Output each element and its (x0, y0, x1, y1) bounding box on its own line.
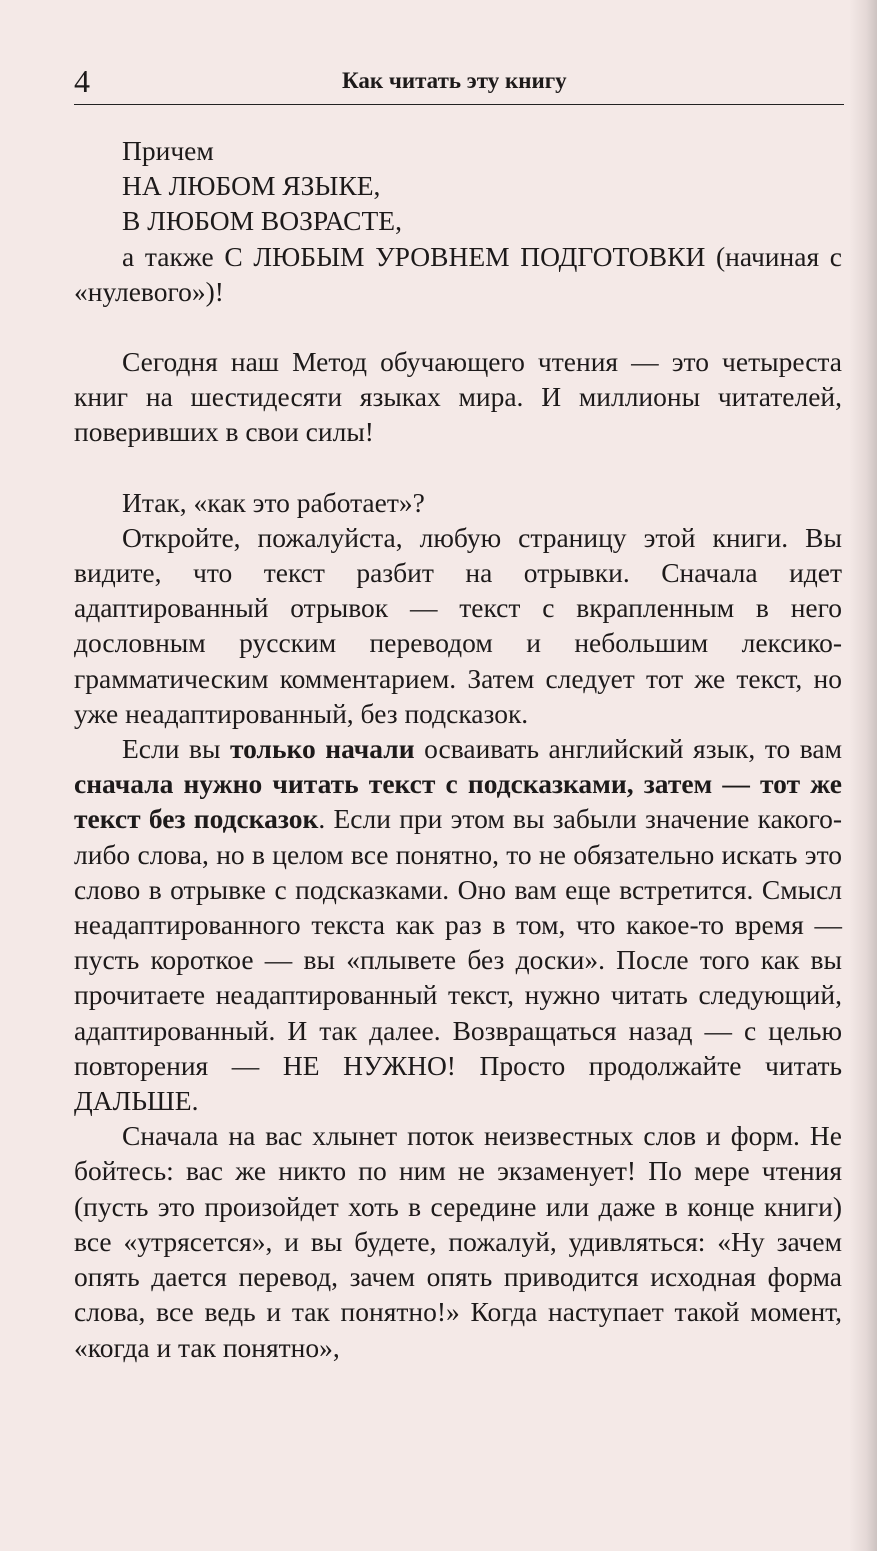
beginner-text-3: . Если при этом вы забыли значение какого-либо слова, но в целом все понятно, то не обязательно искать это слово в отрывке с подсказками. Оно вам еще встретится. Смысл неадаптированного текста как раз в том, что какое-то время — пусть короткое — вы «плывете без доски». После того как вы прочитаете неадаптированный текст, нужно читать следующий, адаптированный. И так далее. Возвращаться назад — с целью повторения — НЕ НУЖНО! Просто продолжайте читать ДАЛЬШЕ. (74, 803, 842, 1117)
running-title: Как читать эту книгу (342, 68, 567, 93)
paragraph-method: Сегодня наш Метод обучающего чтения — это четыреста книг на шестидесяти языках мира. И миллионы читателей, поверивших в свои силы! (74, 346, 842, 448)
body-text (74, 133, 842, 1365)
beginner-bold-1: только начали (230, 733, 415, 765)
opening-line-3: В ЛЮБОМ ВОЗРАСТЕ, (122, 205, 402, 237)
paragraph-flood: Сначала на вас хлынет поток неизвестных слов и форм. Не бойтесь: вас же никто по ним не экзаменует! По мере чтения (пусть это произойдет хоть в середине или даже в конце книги) все «утрясется», и вы будете, пожалуй, удивляться: «Ну зачем опять дается перевод, зачем опять приводится исходная форма слова, все ведь и так понятно!» Когда наступает такой момент, «когда и так понятно», (74, 1120, 842, 1363)
opening-line-1: Причем (122, 135, 214, 166)
paragraph-gap (74, 309, 842, 344)
opening-line-4: а также С ЛЮБЫМ УРОВНЕМ ПОДГОТОВКИ (начиная с «нулевого»)! (74, 240, 842, 307)
page-header (74, 62, 844, 105)
page-spine-shadow (849, 0, 877, 1551)
paragraph-open-page: Откройте, пожалуйста, любую страницу этой книги. Вы видите, что текст разбит на отрывки. Сначала идет адаптированный отрывок — текст с вкрапленным в него дословным русским переводом и небольшим лексико-грамматическим комментарием. Затем следует тот же текст, но уже неадаптированный, без подсказок. (74, 521, 842, 729)
page-number: 4 (74, 63, 90, 99)
beginner-bold-2: сначала нужно читать текст с подсказками, затем — тот же текст без подсказок (74, 768, 842, 835)
beginner-text-2: осваивать английский язык, то вам (414, 733, 843, 765)
beginner-text-1: Если вы (122, 733, 231, 765)
paragraph-beginner (74, 731, 842, 1118)
paragraph-question: Итак, «как это работает»? (122, 486, 425, 518)
paragraph-gap (74, 450, 842, 485)
opening-line-2: НА ЛЮБОМ ЯЗЫКЕ, (122, 170, 381, 202)
